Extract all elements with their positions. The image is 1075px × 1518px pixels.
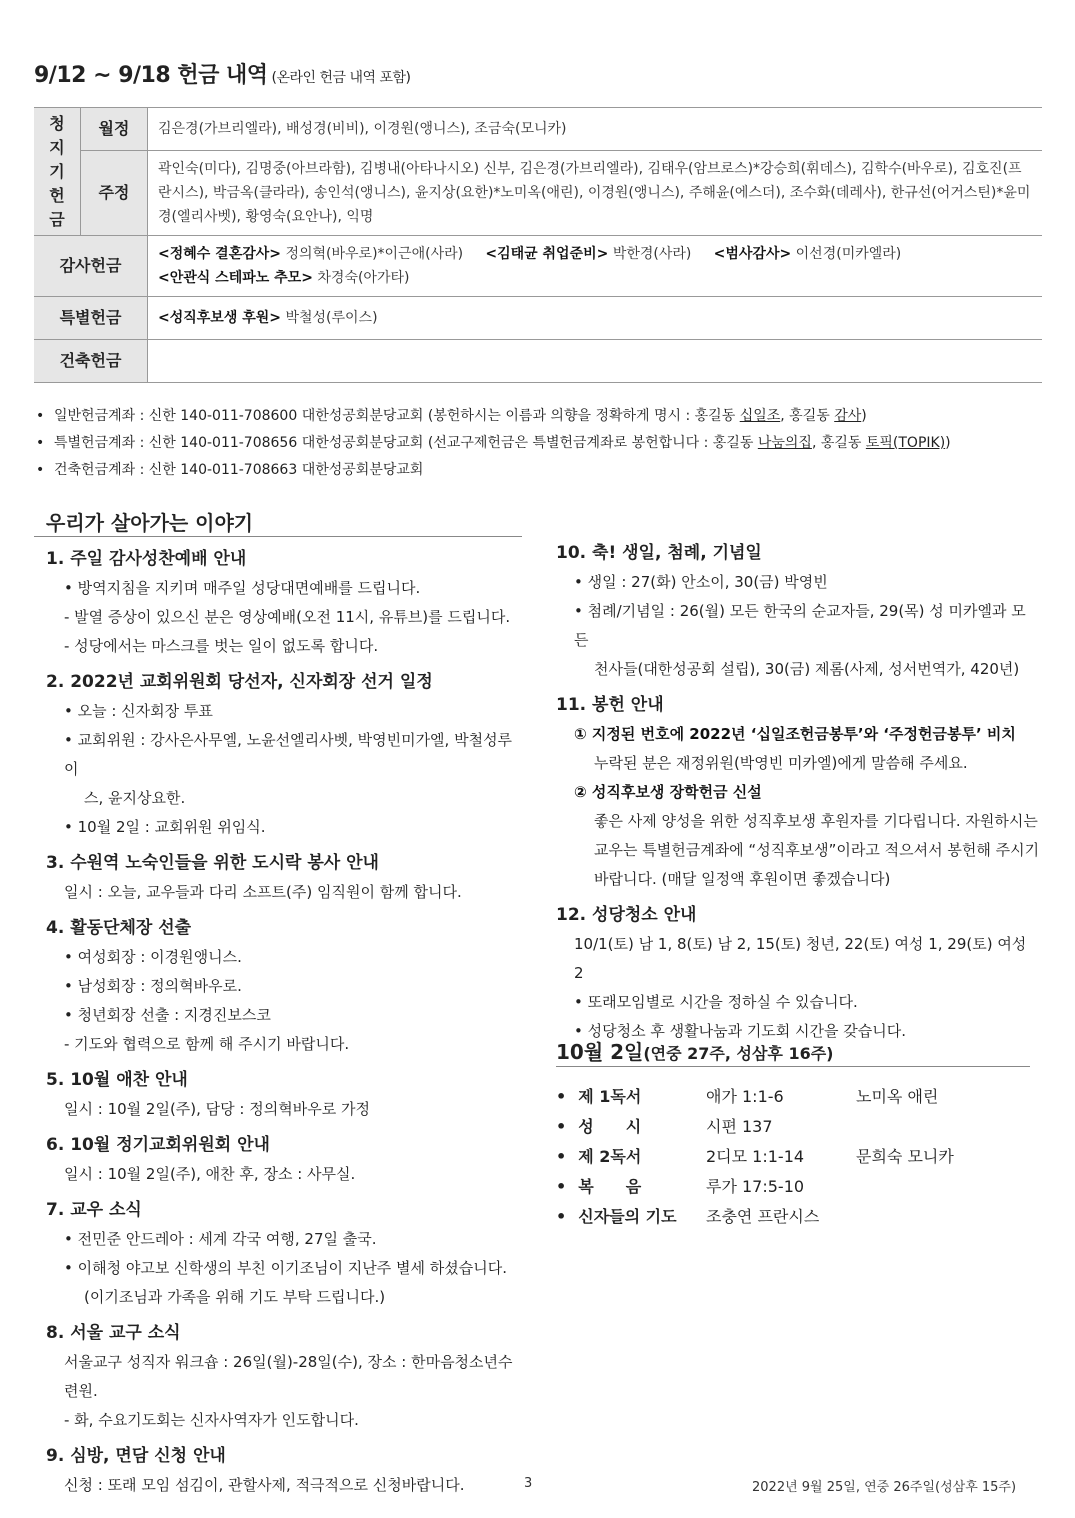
building-label: 건축헌금 [34,340,148,383]
story-heading: 10. 축! 생일, 첨례, 기념일 [556,543,762,563]
lectionary-row: • 성 시 시편 137 [556,1112,954,1142]
weekly-label: 주정 [81,151,148,236]
thanks-names: <정혜수 결혼감사> 정의혁(바우로)*이근애(사라) <김태균 취업준비> 박한경(사라) <범사감사> 이선경(미카엘라) <안관식 스테파노 추모> 차경숙(아가타) [148,236,1043,297]
lectionary-row: • 복 음 루가 17:5-10 [556,1172,954,1202]
account-list [34,403,951,484]
story-heading: 6. 10월 정기교회위원회 안내 [46,1135,270,1155]
stories-rule [34,536,522,537]
special-names: <성직후보생 후원> 박철성(루이스) [148,297,1043,340]
stories-right-column: 10. 축! 생일, 첨례, 기념일 • 생일 : 27(화) 안소이, 30(금) 박영빈 • 첨례/기념일 : 26(월) 모든 한국의 순교자들, 29(목) 성 미카엘과 모든 천사들(대한성공회 설립), 30(금) 제롬(사제, 성서번역가, 420년) 11. 봉헌 안내 ① 지정된 번호에 2022년 ‘십일조헌금봉투’와 ‘주정헌금봉투’ 비치 누락된 분은 재정위원(박영빈 미카엘)에게 말씀해 주세요. ② 성직후보생 장학헌금 신설 좋은 사제 양성을 위한 성직후보생 후원자를 기다립니다. 자원하시는 교우는 특별헌금계좌에 “성직후보생”이라고 적으셔서 봉헌해 주시기 바랍니다. (매달 일정액 후원이면 좋겠습니다) 12. 성당청소 안내 10/1(토) 남 1, 8(토) 남 2, 15(토) 청년, 22(토) 여성 1, 29(토) 여성 2 • 또래모임별로 시간을 정하실 수 있습니다. • 성당청소 후 생활나눔과 기도회 시간을 갖습니다. [556,532,1040,1046]
story-heading: 2. 2022년 교회위원회 당선자, 신자회장 선거 일정 [46,672,433,692]
special-label: 특별헌금 [34,297,148,340]
lectionary-title: 10월 2일(연중 27주, 성삼후 16주) [556,1040,834,1064]
account-special: • 특별헌금계좌 : 신한 140-011-708656 대한성공회분당교회 (선교구제헌금은 특별헌금계좌로 봉헌합니다 : 홍길동 나눔의집, 홍길동 토픽(TOPIK)) [34,430,951,457]
offering-title: 9/12 ~ 9/18 헌금 내역 [34,63,268,88]
monthly-names: 김은경(가브리엘라), 배성경(비비), 이경원(앵니스), 조금숙(모니카) [148,108,1043,151]
page-number: 3 [524,1476,533,1491]
tithe-label: 청 지 기 헌 금 [34,108,81,236]
account-building: • 건축헌금계좌 : 신한 140-011-708663 대한성공회분당교회 [34,457,951,484]
lectionary-row: • 제 2독서 2디모 1:1-14 문희숙 모니카 [556,1142,954,1172]
story-heading: 7. 교우 소식 [46,1200,142,1220]
story-heading: 11. 봉헌 안내 [556,695,664,715]
building-names [148,340,1043,383]
footer-date: 2022년 9월 25일, 연중 26주일(성삼후 15주) [752,1480,1017,1495]
stories-left-column: 1. 주일 감사성찬예배 안내 • 방역지침을 지키며 매주일 성당대면예배를 드립니다. - 발열 증상이 있으신 분은 영상예배(오전 11시, 유튜브)를 드립니다. - 성당에서는 마스크를 벗는 일이 없도록 합니다. 2. 2022년 교회위원회 당선자, 신자회장 선거 일정 • 오늘 : 신자회장 투표 • 교회위원 : 강사은사무엘, 노윤선엘리사벳, 박영빈미가엘, 박철성루이 스, 윤지상요한. • 10월 2일 : 교회위원 위임식. 3. 수원역 노숙인들을 위한 도시락 봉사 안내 일시 : 오늘, 교우들과 다리 소프트(주) 임직원이 함께 합니다. 4. 활동단체장 선출 • 여성회장 : 이경원앵니스. • 남성회장 : 정의혁바우로. • 청년회장 선출 : 지경진보스코 - 기도와 협력으로 함께 해 주시기 바랍니다. 5. 10월 애찬 안내 일시 : 10월 2일(주), 담당 : 정의혁바우로 가정 6. 10월 정기교회위원회 안내 일시 : 10월 2일(주), 애찬 후, 장소 : 사무실. 7. 교우 소식 • 전민준 안드레아 : 세계 각국 여행, 27일 출국. • 이해청 야고보 신학생의 부친 이기조님이 지난주 별세 하셨습니다. (이기조님과 가족을 위해 기도 부탁 드립니다.) 8. 서울 교구 소식 서울교구 성직자 워크숍 : 26일(월)-28일(수), 장소 : 한마음청소년수련원. - 화, 수요기도회는 신자사역자가 인도합니다. 9. 심방, 면담 신청 안내 신청 : 또래 모임 섬김이, 관할사제, 적극적으로 신청바랍니다. [46,538,526,1500]
story-heading: 4. 활동단체장 선출 [46,918,192,938]
lectionary-row: • 제 1독서 애가 1:1-6 노미옥 애린 [556,1082,954,1112]
offering-table [34,107,1042,383]
stories-title: 우리가 살아가는 이야기 [46,511,254,535]
lectionary-row: • 신자들의 기도 조충연 프란시스 [556,1202,954,1232]
story-heading: 3. 수원역 노숙인들을 위한 도시락 봉사 안내 [46,853,379,873]
lectionary-rule [556,1066,1030,1067]
thanks-label: 감사헌금 [34,236,148,297]
story-heading: 8. 서울 교구 소식 [46,1323,181,1343]
story-heading: 1. 주일 감사성찬예배 안내 [46,549,247,569]
weekly-names: 곽인숙(미다), 김명중(아브라함), 김병내(아타나시오) 신부, 김은경(가브리엘라), 김태우(암브로스)*강승희(휘데스), 김학수(바우로), 김호진(프란시스), 박금옥(클라라), 송인석(앵니스), 윤지상(요한)*노미옥(애린), 이경원(앵니스), 주해윤(에스더), 조수화(데레사), 한규선(어거스틴)*윤미경(엘리사벳), 황영숙(요안나), 익명 [148,151,1043,236]
offering-subtitle: (온라인 헌금 내역 포함) [271,70,411,86]
story-heading: 5. 10월 애찬 안내 [46,1070,188,1090]
offering-section-title [34,58,411,89]
story-heading: 9. 심방, 면담 신청 안내 [46,1446,226,1466]
account-general: • 일반헌금계좌 : 신한 140-011-708600 대한성공회분당교회 (봉헌하시는 이름과 의향을 정확하게 명시 : 홍길동 십일조, 홍길동 감사) [34,403,951,430]
lectionary-list [556,1082,954,1232]
monthly-label: 월정 [81,108,148,151]
story-heading: 12. 성당청소 안내 [556,905,697,925]
